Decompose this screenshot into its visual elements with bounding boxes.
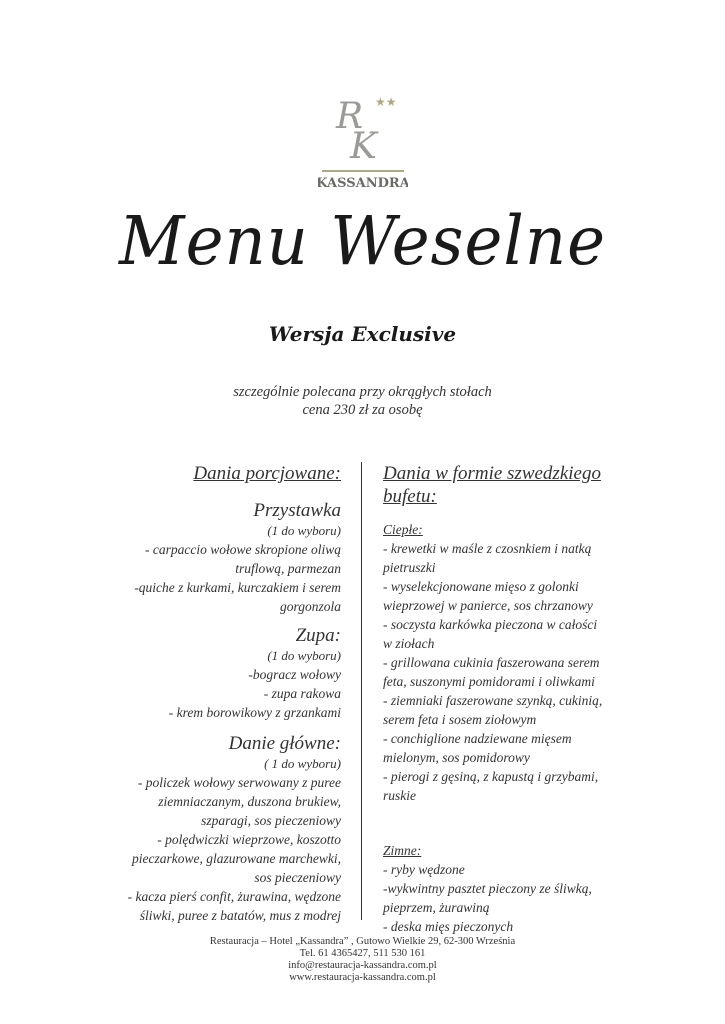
list-item: - zupa rakowa xyxy=(263,686,341,701)
cold-label: Zimne: xyxy=(383,843,422,858)
list-item: pieczarkowe, glazurowane marchewki, xyxy=(132,851,341,866)
list-item: - conchiglione nadziewane mięsem xyxy=(383,731,572,746)
column-divider xyxy=(361,462,362,920)
warm-label: Ciepłe: xyxy=(383,522,423,537)
list-item: - carpaccio wołowe skropione oliwą xyxy=(145,542,341,557)
list-item: w ziołach xyxy=(383,636,435,651)
footer-phone: Tel. 61 4365427, 511 530 161 xyxy=(299,948,426,959)
soup-note: (1 do wyboru) xyxy=(267,648,341,663)
list-item: - soczysta karkówka pieczona w całości xyxy=(383,617,598,632)
intro-text xyxy=(0,383,725,419)
list-item: mielonym, sos pomidorowy xyxy=(383,750,530,765)
list-item: - deska mięs pieczonych xyxy=(383,919,514,934)
list-item: pieprzem, żurawiną xyxy=(383,900,490,915)
footer-address: Restauracja – Hotel „Kassandra” , Gutowo Wielkie 29, 62-300 Września xyxy=(209,936,516,947)
list-item: ruskie xyxy=(383,788,416,803)
svg-text:KASSANDRA: KASSANDRA xyxy=(318,176,408,191)
starter-heading: Przystawka xyxy=(253,500,341,521)
list-item: truflową, parmezan xyxy=(235,561,341,576)
list-item: -wykwintny pasztet pieczony ze śliwką, xyxy=(383,881,592,896)
list-item: - policzek wołowy serwowany z puree xyxy=(137,775,341,790)
list-item: wieprzowej w panierce, sos chrzanowy xyxy=(383,598,593,613)
buffet-heading-line: Dania w formie szwedzkiego xyxy=(383,463,601,484)
list-item: - ryby wędzone xyxy=(383,862,465,877)
list-item: -bogracz wołowy xyxy=(248,667,341,682)
intro-line: szczególnie polecana przy okrągłych stołach xyxy=(233,384,492,400)
page-title: Menu Weselne xyxy=(119,203,606,281)
list-item: - krewetki w maśle z czosnkiem i natką xyxy=(383,541,592,556)
plated-heading: Dania porcjowane: xyxy=(193,463,341,484)
footer-email: info@restauracja-kassandra.com.pl xyxy=(288,960,437,971)
list-item: serem feta i sosem ziołowym xyxy=(383,712,537,727)
soup-heading: Zupa: xyxy=(295,625,341,646)
list-item: sos pieczeniowy xyxy=(254,870,341,885)
list-item: - krem borowikowy z grzankami xyxy=(168,705,341,720)
buffet-column xyxy=(383,462,633,936)
kassandra-logo xyxy=(318,86,408,192)
price-line: cena 230 zł za osobę xyxy=(302,402,423,418)
list-item: - wyselekcjonowane mięso z golonki xyxy=(383,579,579,594)
footer-contact xyxy=(0,936,725,984)
starter-note: (1 do wyboru) xyxy=(267,523,341,538)
list-item: ziemniaczanym, duszona brukiew, xyxy=(158,794,341,809)
list-item: - kacza pierś confit, żurawina, wędzone xyxy=(127,889,341,904)
list-item: śliwki, puree z batatów, mus z modrej xyxy=(139,908,341,923)
list-item: - grillowana cukinia faszerowana serem xyxy=(383,655,600,670)
list-item: pietruszki xyxy=(383,560,436,575)
footer-website: www.restauracja-kassandra.com.pl xyxy=(289,972,436,983)
main-course-note: ( 1 do wyboru) xyxy=(264,756,341,771)
plated-dishes-column xyxy=(90,462,341,925)
svg-text:R: R xyxy=(336,96,364,137)
list-item: szparagi, sos pieczeniowy xyxy=(201,813,341,828)
buffet-heading-line: bufetu: xyxy=(383,486,437,507)
list-item: feta, suszonymi pomidorami i oliwkami xyxy=(383,674,595,689)
main-course-heading: Danie główne: xyxy=(228,733,341,754)
svg-text:K: K xyxy=(350,126,377,167)
list-item: - pierogi z gęsiną, z kapustą i grzybami, xyxy=(383,769,599,784)
menu-version: Wersja Exclusive xyxy=(268,322,457,346)
list-item: - polędwiczki wieprzowe, koszotto xyxy=(157,832,341,847)
list-item: gorgonzola xyxy=(279,599,341,614)
list-item: -quiche z kurkami, kurczakiem i serem xyxy=(134,580,341,595)
svg-text:★★: ★★ xyxy=(375,95,397,109)
list-item: - ziemniaki faszerowane szynką, cukinią, xyxy=(383,693,603,708)
